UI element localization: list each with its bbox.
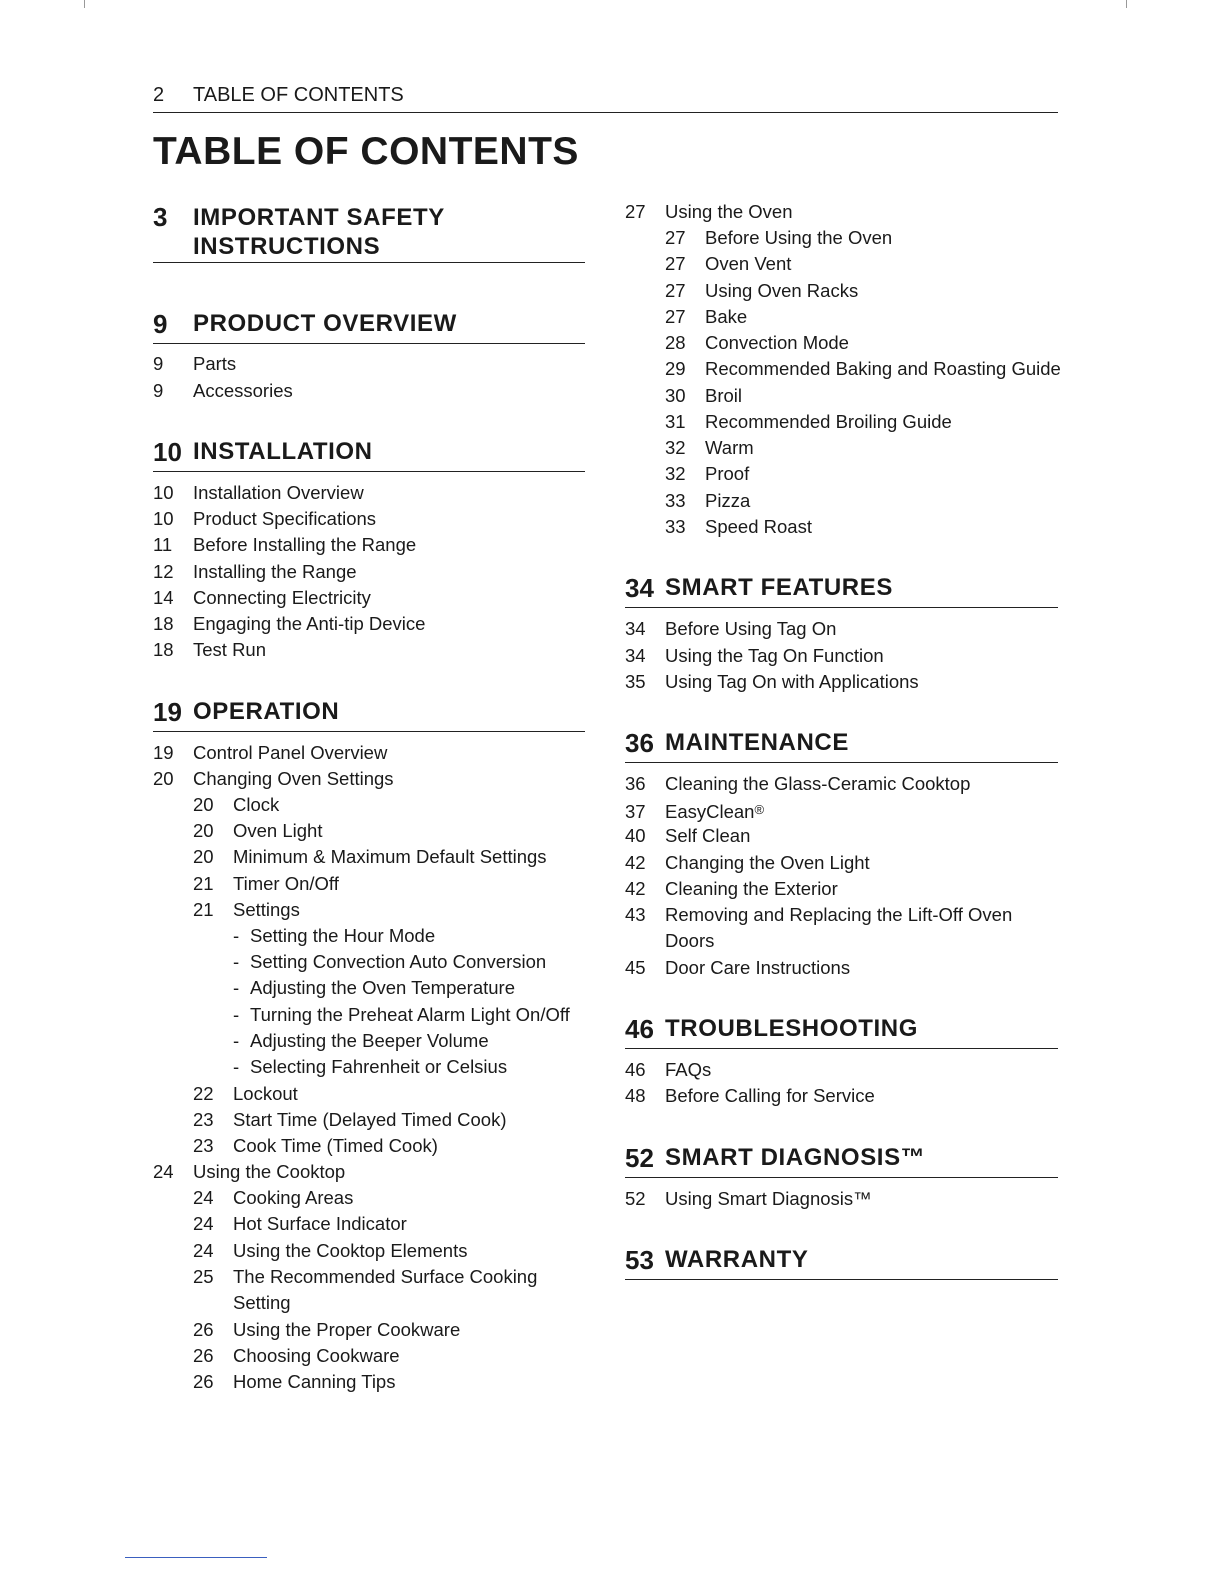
entry-page: 9 (153, 380, 164, 401)
entry-label: Adjusting the Oven Temperature (250, 977, 515, 998)
registered-mark: ® (754, 802, 765, 817)
entry-label: Oven Vent (705, 253, 792, 274)
entry-page: 24 (153, 1161, 174, 1182)
entry-label: Using Smart Diagnosis™ (665, 1188, 872, 1209)
entry-label: Using Tag On with Applications (665, 671, 919, 692)
entry-page: 26 (193, 1371, 214, 1392)
entry-page: 20 (193, 820, 214, 841)
section-title: INSTRUCTIONS (193, 233, 381, 260)
entry-label: FAQs (665, 1059, 712, 1080)
entry-label: Adjusting the Beeper Volume (250, 1030, 489, 1051)
entry-page: 27 (665, 280, 686, 301)
entry-page: 42 (625, 852, 646, 873)
entry-page: 21 (193, 899, 214, 920)
entry-label: Product Specifications (193, 508, 377, 529)
entry-label: Engaging the Anti-tip Device (193, 613, 426, 634)
entry-page: 36 (625, 773, 646, 794)
entry-page: 12 (153, 561, 174, 582)
entry-page: 27 (665, 253, 686, 274)
section-heading-troubleshooting[interactable] (625, 1012, 1058, 1049)
entry-label: Changing Oven Settings (193, 768, 394, 789)
section-number: 52 (625, 1143, 654, 1173)
entry-page: 34 (625, 645, 646, 666)
entry-page: 27 (625, 201, 646, 222)
entry-page: 19 (153, 742, 174, 763)
entry-page: 18 (153, 613, 174, 634)
entry-label: Broil (705, 385, 743, 406)
entry-page: 21 (193, 873, 214, 894)
entry-label: Lockout (233, 1083, 298, 1104)
running-title: TABLE OF CONTENTS (193, 84, 404, 106)
section-heading-safety[interactable] (153, 200, 585, 263)
entry-page: 23 (193, 1109, 214, 1130)
entry-label: Using Oven Racks (705, 280, 859, 301)
entry-label: Oven Light (233, 820, 323, 841)
entry-label: Convection Mode (705, 332, 849, 353)
entry-label: Choosing Cookware (233, 1345, 400, 1366)
entry-page: 32 (665, 463, 686, 484)
entry-label: Before Installing the Range (193, 534, 417, 555)
entry-page: 32 (665, 437, 686, 458)
entry-label: Proof (705, 463, 750, 484)
entry-page: 34 (625, 618, 646, 639)
page-title: TABLE OF CONTENTS (153, 130, 579, 173)
entry-label: EasyClean (665, 801, 755, 822)
dash-icon: - (233, 1056, 240, 1077)
section-title: SMART DIAGNOSIS™ (665, 1144, 926, 1171)
section-number: 36 (625, 728, 654, 758)
section-title: OPERATION (193, 698, 340, 725)
entry-page: 9 (153, 353, 164, 374)
section-title: MAINTENANCE (665, 729, 849, 756)
entry-label: Setting Convection Auto Conversion (250, 951, 547, 972)
section-heading-smart-diagnosis[interactable] (625, 1141, 1058, 1178)
entry-page: 25 (193, 1266, 214, 1287)
entry-label: Timer On/Off (233, 873, 339, 894)
entry-label: Before Calling for Service (665, 1085, 875, 1106)
entry-page: 40 (625, 825, 646, 846)
section-number: 34 (625, 573, 654, 603)
entry-label: Using the Cooktop Elements (233, 1240, 468, 1261)
entry-label: Test Run (193, 639, 267, 660)
entry-page: 11 (153, 534, 173, 555)
scan-edge-line (125, 1557, 267, 1558)
entry-page: 26 (193, 1345, 214, 1366)
entry-page: 26 (193, 1319, 214, 1340)
entry-page: 10 (153, 482, 174, 503)
entry-label: Start Time (Delayed Timed Cook) (233, 1109, 507, 1130)
entry-page: 31 (665, 411, 686, 432)
section-title: TROUBLESHOOTING (665, 1015, 918, 1042)
entry-label: Recommended Baking and Roasting Guide (705, 358, 1061, 379)
section-title: WARRANTY (665, 1246, 809, 1273)
entry-page: 30 (665, 385, 686, 406)
dash-icon: - (233, 1030, 240, 1051)
entry-page: 37 (625, 801, 646, 822)
entry-label: Cooking Areas (233, 1187, 354, 1208)
entry-page: 23 (193, 1135, 214, 1156)
entry-page: 18 (153, 639, 174, 660)
section-title: SMART FEATURES (665, 574, 893, 601)
entry-label: Removing and Replacing the Lift-Off Oven (665, 904, 1013, 925)
entry-label: Turning the Preheat Alarm Light On/Off (250, 1004, 570, 1025)
entry-label: Accessories (193, 380, 293, 401)
entry-page: 33 (665, 490, 686, 511)
entry-label: Using the Cooktop (193, 1161, 346, 1182)
entry-page: 27 (665, 306, 686, 327)
entry-label: Parts (193, 353, 237, 374)
entry-label: Hot Surface Indicator (233, 1213, 407, 1234)
entry-label: Using the Proper Cookware (233, 1319, 461, 1340)
entry-label: Setting the Hour Mode (250, 925, 436, 946)
entry-label: Speed Roast (705, 516, 812, 537)
section-heading-warranty[interactable] (625, 1243, 1058, 1280)
entry-page: 20 (193, 794, 214, 815)
entry-page: 45 (625, 957, 646, 978)
section-heading-maintenance[interactable] (625, 726, 1058, 763)
entry-label: Control Panel Overview (193, 742, 388, 763)
section-heading-product-overview[interactable] (153, 307, 585, 344)
entry-label: Door Care Instructions (665, 957, 851, 978)
entry-label: Self Clean (665, 825, 751, 846)
entry-label: Connecting Electricity (193, 587, 371, 608)
running-header (153, 82, 1058, 113)
entry-label: Minimum & Maximum Default Settings (233, 846, 547, 867)
entry-label: Recommended Broiling Guide (705, 411, 952, 432)
entry-label: Cook Time (Timed Cook) (233, 1135, 438, 1156)
dash-icon: - (233, 925, 240, 946)
entry-page: 42 (625, 878, 646, 899)
entry-label: The Recommended Surface Cooking (233, 1266, 538, 1287)
entry-page: 35 (625, 671, 646, 692)
entry-page: 27 (665, 227, 686, 248)
entry-label: Cleaning the Exterior (665, 878, 838, 899)
entry-page: 24 (193, 1187, 214, 1208)
entry-label: Pizza (705, 490, 751, 511)
entry-label: Home Canning Tips (233, 1371, 396, 1392)
section-number: 9 (153, 309, 168, 339)
scan-mark (1126, 0, 1127, 8)
entry-label: Installing the Range (193, 561, 357, 582)
section-title: IMPORTANT SAFETY (193, 204, 445, 231)
entry-label: Cleaning the Glass-Ceramic Cooktop (665, 773, 971, 794)
section-title: INSTALLATION (193, 438, 373, 465)
entry-page: 48 (625, 1085, 646, 1106)
entry-label: Using the Oven (665, 201, 793, 222)
entry-page: 20 (193, 846, 214, 867)
entry-label: Warm (705, 437, 754, 458)
entry-label: Clock (233, 794, 280, 815)
entry-page: 22 (193, 1083, 214, 1104)
entry-page: 14 (153, 587, 174, 608)
entry-page: 24 (193, 1213, 214, 1234)
entry-label: Changing the Oven Light (665, 852, 870, 873)
entry-page: 10 (153, 508, 174, 529)
entry-page: 24 (193, 1240, 214, 1261)
dash-icon: - (233, 977, 240, 998)
entry-page: 20 (153, 768, 174, 789)
section-number: 10 (153, 437, 182, 467)
entry-page: 33 (665, 516, 686, 537)
dash-icon: - (233, 1004, 240, 1025)
entry-label: Before Using Tag On (665, 618, 837, 639)
section-number: 46 (625, 1014, 654, 1044)
section-heading-operation[interactable] (153, 695, 585, 732)
section-number: 3 (153, 202, 168, 232)
entry-page: 43 (625, 904, 646, 925)
scan-mark (84, 0, 85, 8)
section-number: 53 (625, 1245, 654, 1275)
entry-label: Using the Tag On Function (665, 645, 884, 666)
entry-label: Installation Overview (193, 482, 364, 503)
entry-label: Settings (233, 899, 300, 920)
entry-label: Selecting Fahrenheit or Celsius (250, 1056, 508, 1077)
entry-label: Before Using the Oven (705, 227, 893, 248)
entry-label: Bake (705, 306, 748, 327)
entry-page: 29 (665, 358, 686, 379)
page-number: 2 (153, 84, 165, 106)
section-number: 19 (153, 697, 182, 727)
section-heading-installation[interactable] (153, 435, 585, 472)
section-title: PRODUCT OVERVIEW (193, 310, 457, 337)
entry-page: 52 (625, 1188, 646, 1209)
entry-label: Setting (233, 1292, 291, 1313)
section-heading-smart-features[interactable] (625, 571, 1058, 608)
dash-icon: - (233, 951, 240, 972)
entry-page: 46 (625, 1059, 646, 1080)
entry-page: 28 (665, 332, 686, 353)
entry-label: Doors (665, 930, 715, 951)
